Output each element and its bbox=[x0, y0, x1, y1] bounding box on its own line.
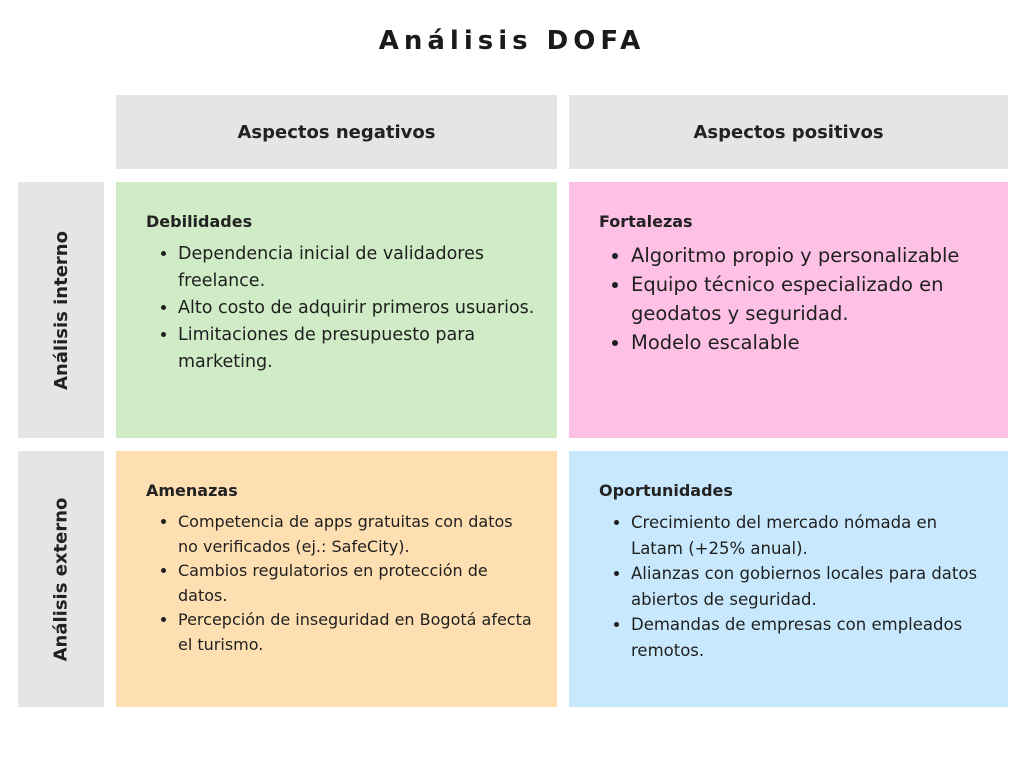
quadrant-debilidades bbox=[116, 182, 557, 438]
list-item: • Algoritmo propio y personalizable bbox=[631, 241, 988, 270]
quadrant-list bbox=[146, 241, 537, 376]
quadrant-title: Fortalezas bbox=[599, 212, 693, 231]
quadrant-amenazas bbox=[116, 451, 557, 707]
list-item: • Alianzas con gobiernos locales para datos abiertos de seguridad. bbox=[631, 561, 988, 612]
row-header-external-label: Análisis externo bbox=[50, 497, 72, 661]
quadrant-title: Amenazas bbox=[146, 481, 238, 500]
list-item: • Demandas de empresas con empleados remotos. bbox=[631, 612, 988, 663]
quadrant-list bbox=[146, 510, 537, 657]
row-header-external bbox=[18, 451, 104, 707]
quadrant-list bbox=[599, 241, 988, 357]
column-header-negative-label: Aspectos negativos bbox=[237, 121, 436, 143]
list-item: • Percepción de inseguridad en Bogotá afecta el turismo. bbox=[178, 608, 537, 657]
list-item: • Cambios regulatorios en protección de datos. bbox=[178, 559, 537, 608]
column-header-negative bbox=[116, 95, 557, 169]
list-item: • Limitaciones de presupuesto para marketing. bbox=[178, 322, 537, 376]
list-item: • Competencia de apps gratuitas con datos no verificados (ej.: SafeCity). bbox=[178, 510, 537, 559]
column-header-positive-label: Aspectos positivos bbox=[693, 121, 884, 143]
quadrant-title: Oportunidades bbox=[599, 481, 733, 500]
quadrant-fortalezas bbox=[569, 182, 1008, 438]
quadrant-title: Debilidades bbox=[146, 212, 253, 231]
list-item: • Equipo técnico especializado en geodatos y seguridad. bbox=[631, 270, 988, 328]
quadrant-list bbox=[599, 510, 988, 663]
list-item: • Dependencia inicial de validadores freelance. bbox=[178, 241, 537, 295]
quadrant-oportunidades bbox=[569, 451, 1008, 707]
column-header-positive bbox=[569, 95, 1008, 169]
row-header-internal-label: Análisis interno bbox=[50, 230, 72, 390]
page-title: Análisis DOFA bbox=[378, 26, 646, 56]
row-header-internal bbox=[18, 182, 104, 438]
list-item: • Alto costo de adquirir primeros usuarios. bbox=[178, 295, 537, 322]
list-item: • Crecimiento del mercado nómada en Latam (+25% anual). bbox=[631, 510, 988, 561]
list-item: • Modelo escalable bbox=[631, 328, 988, 357]
